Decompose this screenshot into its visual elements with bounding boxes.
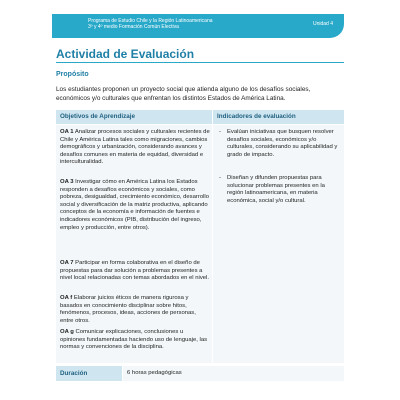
indicator-item: - Evalúan iniciativas que busquen resolver desafíos sociales, económicos y/o culturales, considerando su aplicabilidad y grado de impacto. (219, 129, 341, 159)
duration-value: 6 horas pedagógicas (123, 366, 344, 381)
indicators-header: Indicadores de evaluación (213, 110, 344, 124)
unit-label: Unidad 4 (312, 21, 333, 27)
purpose-heading: Propósito (56, 71, 89, 78)
program-title: Programa de Estudio Chile y la Región Latinoamericana (88, 18, 213, 24)
purpose-text: Los estudiantes proponen un proyecto social que atienda alguno de los desafíos sociales, económicos y/o culturales que enfrentan los distintos Estados de América Latina. (56, 86, 311, 103)
title-divider (56, 62, 344, 63)
program-subtitle: 3º y 4º medio Formación Común Electiva (88, 24, 179, 30)
objective-item: OA f Elaborar juicios éticos de manera rigurosa y basados en conocimiento disciplinar sobre hitos, fenómenos, procesos, ideas, acciones de personas, entre otros. (60, 295, 196, 324)
objectives-header: Objetivos de Aprendizaje (56, 110, 212, 124)
objective-item: OA 7 Participar en forma colaborativa en el diseño de propuestas para dar solución a problemas presentes a nivel local relacionadas con temas abordados en el nivel. (60, 260, 209, 282)
duration-label: Duración (56, 366, 122, 381)
objective-item: OA 3 Investigar cómo en América Latina los Estados responden a desafíos económicos y sociales, como pobreza, desigualdad, crecimiento económico, desarrollo social y diversificación de la matriz productiva, aplicando conceptos de la economía e información de fuentes e indicadores económicos (PIB, distribución del ingreso, empleo y producción, entre otros). (60, 179, 209, 231)
indicator-item: - Diseñan y difunden propuestas para solucionar problemas presentes en la región latinoamericana, en materia económica, social y/o cultural. (219, 175, 341, 205)
indicators-cell (213, 125, 344, 363)
objective-item: OA 1 Analizar procesos sociales y culturales recientes de Chile y América Latina tales como migraciones, cambios demográficos y urbanización, considerando avances y desafíos comunes en materia de equidad, diversidad e interculturalidad. (60, 129, 210, 166)
objective-item: OA g Comunicar explicaciones, conclusiones u opiniones fundamentadas haciendo uso de lenguaje, las normas y convenciones de la disciplina. (60, 329, 208, 351)
evaluation-table (56, 110, 344, 385)
page-title: Actividad de Evaluación (56, 47, 195, 61)
objectives-cell (56, 125, 212, 363)
